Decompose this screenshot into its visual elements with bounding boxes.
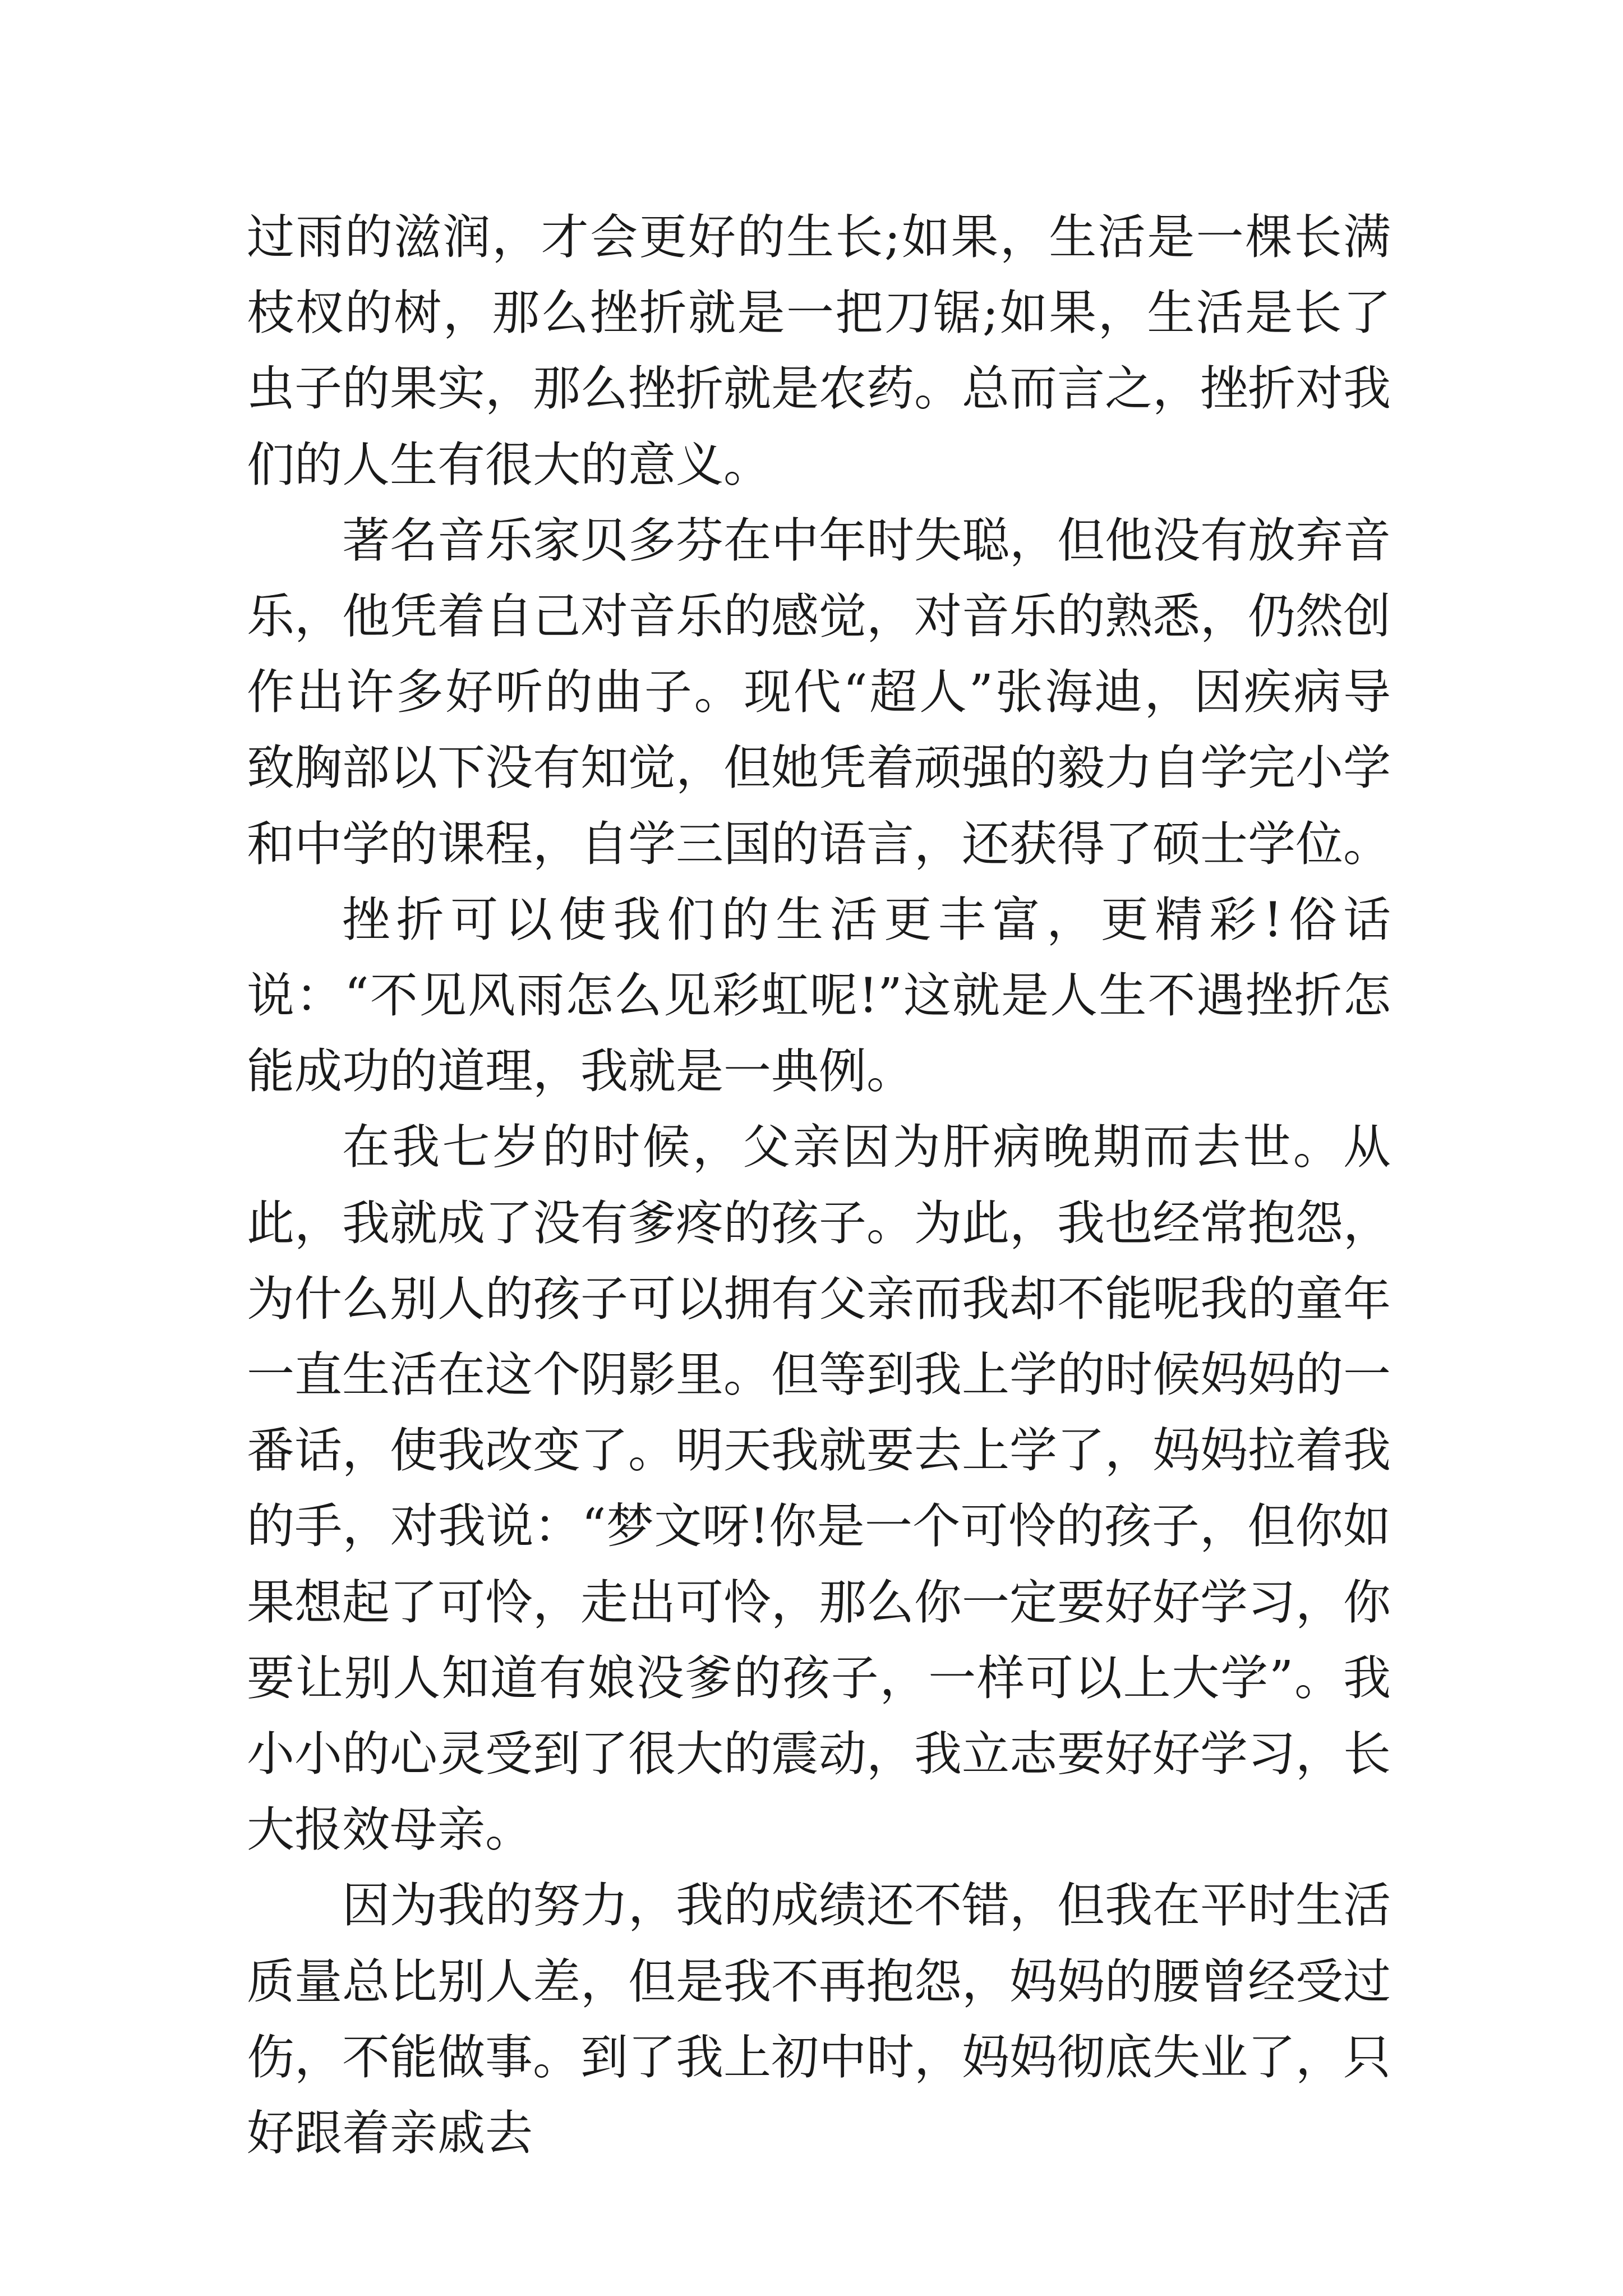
document-body [247,200,1391,2171]
paragraph-5: 因为我的努力，我的成绩还不错，但我在平时生活质量总比别人差，但是我不再抱怨，妈妈的腰曾经受过伤，不能做事。到了我上初中时，妈妈彻底失业了，只好跟着亲戚去 [247,1878,1391,2162]
paragraph-3: 挫折可以使我们的生活更丰富，更精彩!俗话说：“不见风雨怎么见彩虹呢!”这就是人生不遇挫折怎能成功的道理，我就是一典例。 [247,892,1391,1100]
paragraph-1: 过雨的滋润，才会更好的生长;如果，生活是一棵长满枝杈的树，那么挫折就是一把刀锯;如果，生活是长了虫子的果实，那么挫折就是农药。总而言之，挫折对我们的人生有很大的意义。 [247,210,1391,493]
paragraph-2: 著名音乐家贝多芬在中年时失聪，但他没有放弃音乐，他凭着自己对音乐的感觉，对音乐的熟悉，仍然创作出许多好听的曲子。现代“超人”张海迪，因疾病导致胸部以下没有知觉，但她凭着顽强的毅力自学完小学和中学的课程，自学三国的语言，还获得了硕士学位。 [247,513,1391,872]
paragraph-4: 在我七岁的时候，父亲因为肝病晚期而去世。从此，我就成了没有爹疼的孩子。为此，我也经常抱怨，为什么别人的孩子可以拥有父亲而我却不能呢我的童年一直生活在这个阴影里。但等到我上学的时候妈妈的一番话，使我改变了。明天我就要去上学了，妈妈拉着我的手，对我说：“梦文呀!你是一个可怜的孩子，但你如果想起了可怜，走出可怜，那么你一定要好好学习，你要让别人知道有娘没爹的孩子，一样可以上大学”。我小小的心灵受到了很大的震动，我立志要好好学习，长大报效母亲。 [247,1120,1391,1858]
